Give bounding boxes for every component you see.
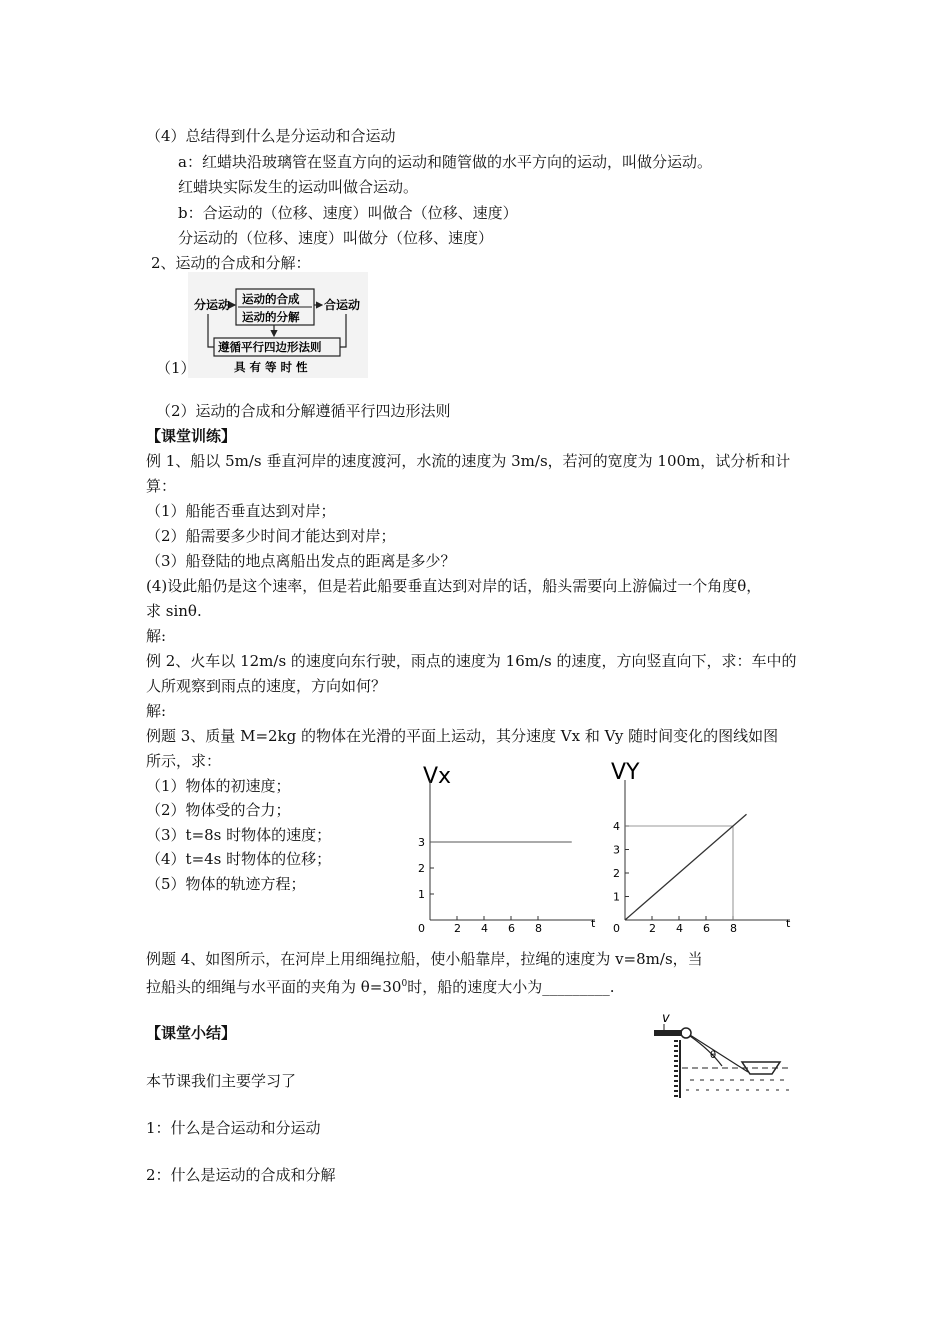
training-heading: 【课堂训练】	[146, 427, 237, 445]
vx-x-tick-label: 6	[508, 922, 515, 935]
rope	[690, 1035, 748, 1072]
item2-2: （2）运动的合成和分解遵循平行四边形法则	[156, 402, 451, 420]
summary-intro: 本节课我们主要学习了	[146, 1072, 297, 1090]
boat-pull-diagram	[650, 1010, 800, 1102]
ex3-q5: （5）物体的轨迹方程；	[146, 875, 306, 893]
velocity-label: v	[662, 1011, 670, 1026]
vx-x-tick-label: 8	[535, 922, 542, 935]
ex2-solution: 解:	[146, 702, 167, 720]
ex1-solution: 解:	[146, 627, 167, 645]
ex3-q2: （2）物体受的合力；	[146, 801, 291, 819]
bank-pulley-mount	[654, 1030, 682, 1036]
vy-y-tick-label: 3	[613, 843, 620, 857]
vy-x-tick-label: 2	[649, 922, 656, 935]
vx-x-tick-label: 2	[454, 922, 461, 935]
ex2-line1: 例 2、火车以 12m/s 的速度向东行驶，雨点的速度为 16m/s 的速度，方向竖直向下，求：车中的	[146, 652, 797, 670]
ex1-q2: （2）船需要多少时间才能达到对岸；	[146, 527, 396, 545]
ex1-q4-line2: 求 sinθ.	[146, 602, 202, 620]
flow-bottom-label: 遵循平行四边形法则	[218, 340, 322, 354]
motion-flow-diagram	[188, 272, 368, 378]
vy-y-tick-label: 2	[613, 867, 620, 880]
vx-chart-title: Vx	[423, 764, 452, 789]
ex4-line2-a: 拉船头的细绳与水平面的夹角为 θ=30	[146, 978, 402, 996]
vx-chart	[405, 755, 605, 940]
ex1-q3: （3）船登陆的地点离船出发点的距离是多少？	[146, 552, 456, 570]
flow-right-label: 合运动	[324, 298, 361, 312]
vy-x-tick-label: 6	[703, 922, 710, 935]
ex3-q4: （4）t=4s 时物体的位移；	[146, 850, 332, 868]
vy-x-tick-label: 4	[676, 922, 683, 935]
bank-slope	[690, 1036, 722, 1066]
summary-point2: 2：什么是运动的合成和分解	[146, 1166, 336, 1184]
vx-y-tick-label: 2	[418, 862, 425, 875]
vy-chart	[605, 755, 805, 940]
item2-title: 2、运动的合成和分解：	[151, 254, 311, 272]
item2-1: （1）	[156, 359, 196, 377]
vx-y-tick-label: 1	[418, 888, 425, 901]
ex1-q4-line1: (4)设此船仍是这个速率，但是若此船要垂直达到对岸的话，船头需要向上游偏过一个角度θ，	[146, 577, 762, 595]
flow-left-label: 分运动	[194, 298, 231, 312]
item4-b2: 分运动的（位移、速度）叫做分（位移、速度）	[178, 229, 494, 247]
ex3-q1: （1）物体的初速度；	[146, 777, 291, 795]
vy-x-tick-label: 8	[730, 922, 737, 935]
angle-label: θ	[710, 1050, 717, 1061]
vx-y-tick-label: 3	[418, 836, 425, 849]
flow-center-top-label: 运动的合成	[242, 292, 300, 306]
ex3-line1: 例题 3、质量 M=2kg 的物体在光滑的平面上运动，其分速度 Vx 和 Vy 随时间变化的图线如图	[146, 727, 779, 745]
vx-x-tick-label: 4	[481, 922, 488, 935]
ex4-line2-b: 时，船的速度大小为_________.	[407, 978, 615, 996]
ex4-line2	[146, 974, 614, 997]
item4-title: （4）总结得到什么是分运动和合运动	[146, 127, 396, 145]
ex4-line2-sup: 0	[401, 979, 408, 989]
flow-caption: 具 有 等 时 性	[234, 360, 308, 374]
vy-y-tick-label: 4	[613, 820, 620, 833]
ex4-line1: 例题 4、如图所示，在河岸上用细绳拉船，使小船靠岸，拉绳的速度为 v=8m/s，当	[146, 950, 703, 968]
vx-origin-label: 0	[418, 922, 425, 935]
item4-a: a：红蜡块沿玻璃管在竖直方向的运动和随管做的水平方向的运动，叫做分运动。	[178, 153, 712, 171]
vy-y-tick-label: 1	[613, 890, 620, 904]
summary-point1: 1：什么是合运动和分运动	[146, 1119, 321, 1137]
ex1-q1: （1）船能否垂直达到对岸；	[146, 502, 336, 520]
flow-center-bottom-label: 运动的分解	[242, 310, 300, 324]
ex1-line2: 算：	[146, 477, 177, 495]
summary-heading: 【课堂小结】	[146, 1024, 237, 1042]
ex1-line1: 例 1、船以 5m/s 垂直河岸的速度渡河，水流的速度为 3m/s，若河的宽度为 100m，试分析和计	[146, 452, 791, 470]
pulley	[681, 1028, 691, 1038]
ex2-line2: 人所观察到雨点的速度，方向如何？	[146, 677, 387, 695]
vy-origin-label: 0	[613, 922, 620, 935]
ex3-line2: 所示，求：	[146, 752, 222, 770]
item4-b: b：合运动的（位移、速度）叫做合（位移、速度）	[178, 204, 518, 222]
vy-x-label: t	[786, 917, 791, 930]
vy-series-line	[625, 814, 747, 920]
vx-x-label: t	[591, 917, 596, 930]
vy-chart-title: VY	[611, 760, 640, 785]
ex3-q3: （3）t=8s 时物体的速度；	[146, 826, 332, 844]
item4-a2: 红蜡块实际发生的运动叫做合运动。	[178, 178, 419, 196]
